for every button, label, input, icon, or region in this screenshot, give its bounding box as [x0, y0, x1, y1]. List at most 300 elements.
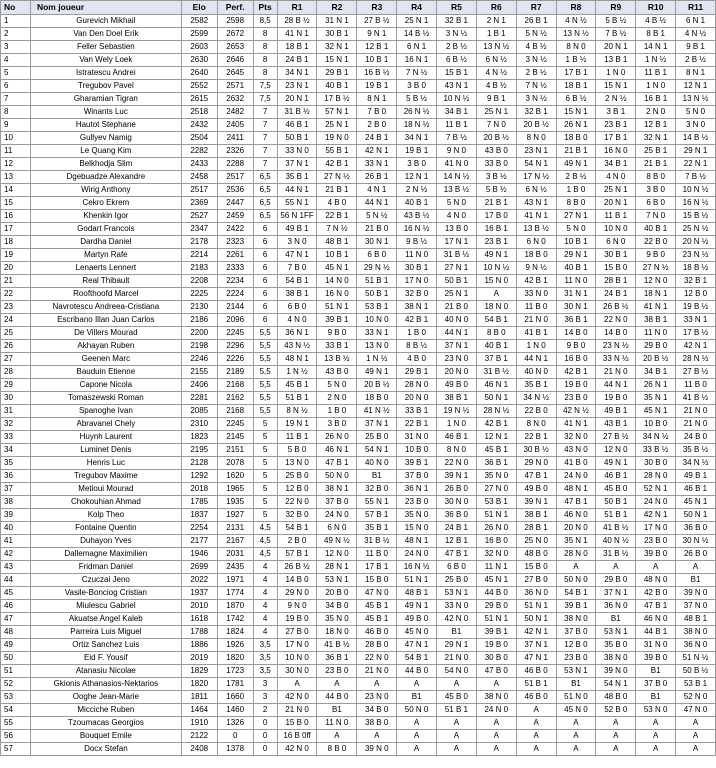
- cell-round-5: 36 B 0: [437, 509, 477, 522]
- cell-round-11: 12 N 1: [676, 80, 716, 93]
- cell-round-3: 20 B ½: [357, 379, 397, 392]
- cell-round-2: 9 B 0: [317, 327, 357, 340]
- cell-round-3: 4 N 1: [357, 184, 397, 197]
- cell-player-name: Spanoghe Ivan: [30, 405, 181, 418]
- table-row: [1, 626, 716, 639]
- cell-round-10: 33 B ½: [636, 444, 676, 457]
- cell-round-3: 55 N 1: [357, 496, 397, 509]
- cell-round-10: 53 N 0: [636, 704, 676, 717]
- cell-round-11: 47 N 0: [676, 704, 716, 717]
- cell-round-5: 9 N 0: [437, 145, 477, 158]
- cell-round-2: 12 N 0: [317, 548, 357, 561]
- cell-round-4: 18 N ½: [397, 119, 437, 132]
- cell-round-11: 8 N 1: [676, 67, 716, 80]
- table-row: [1, 600, 716, 613]
- cell-round-3: 11 B 0: [357, 548, 397, 561]
- cell-elo: 1837: [181, 509, 217, 522]
- cell-round-3: 10 N 0: [357, 314, 397, 327]
- cell-round-9: 51 B 1: [596, 509, 636, 522]
- cell-round-6: 54 B 1: [476, 314, 516, 327]
- table-row: [1, 743, 716, 756]
- cell-performance: 2536: [217, 184, 253, 197]
- cell-round-7: 47 N 1: [516, 652, 556, 665]
- cell-round-8: 5 N 0: [556, 223, 596, 236]
- cell-round-10: A: [636, 730, 676, 743]
- cell-round-2: 29 B 1: [317, 67, 357, 80]
- cell-round-11: 36 B 0: [676, 522, 716, 535]
- cell-points: 2: [253, 704, 277, 717]
- cell-player-name: Fontaine Quentin: [30, 522, 181, 535]
- cell-elo: 1829: [181, 665, 217, 678]
- cell-round-4: 45 N 0: [397, 626, 437, 639]
- cell-round-3: 51 B 1: [357, 275, 397, 288]
- cell-round-6: 20 B ½: [476, 132, 516, 145]
- cell-round-11: 14 B ½: [676, 132, 716, 145]
- cell-round-9: 53 N 1: [596, 626, 636, 639]
- cell-round-7: 44 N 1: [516, 353, 556, 366]
- cell-player-name: Tregubov Maxime: [30, 470, 181, 483]
- cell-round-5: 29 N 1: [437, 639, 477, 652]
- header-performance: Perf.: [217, 1, 253, 15]
- cell-elo: 2128: [181, 457, 217, 470]
- cell-round-3: 57 B 1: [357, 509, 397, 522]
- cell-points: 3,5: [253, 665, 277, 678]
- cell-round-7: 42 N 1: [516, 626, 556, 639]
- cell-round-4: 3 B 0: [397, 80, 437, 93]
- cell-performance: 1460: [217, 704, 253, 717]
- cell-no: 56: [1, 730, 31, 743]
- cell-round-5: 21 B 0: [437, 301, 477, 314]
- cell-round-7: 6 N 0: [516, 236, 556, 249]
- cell-round-9: 45 B 0: [596, 483, 636, 496]
- cell-player-name: Tzoumacas Georgios: [30, 717, 181, 730]
- cell-round-11: A: [676, 561, 716, 574]
- table-row: [1, 171, 716, 184]
- cell-round-11: 18 B ½: [676, 262, 716, 275]
- cell-player-name: Huynh Laurent: [30, 431, 181, 444]
- cell-round-2: 31 N 1: [317, 15, 357, 28]
- cell-points: 5,5: [253, 353, 277, 366]
- cell-round-5: 24 B 1: [437, 522, 477, 535]
- cell-points: 6,5: [253, 184, 277, 197]
- cell-round-1: 7 B 0: [277, 262, 317, 275]
- cell-round-5: 19 N ½: [437, 405, 477, 418]
- cell-no: 15: [1, 197, 31, 210]
- table-row: [1, 392, 716, 405]
- cell-player-name: Ooghe Jean-Marie: [30, 691, 181, 704]
- table-row: [1, 366, 716, 379]
- cell-round-2: 40 B 1: [317, 80, 357, 93]
- cell-round-10: 39 B 0: [636, 652, 676, 665]
- cell-player-name: Metioui Mourad: [30, 483, 181, 496]
- cell-player-name: Belkhodja Slim: [30, 158, 181, 171]
- cell-round-1: 51 B 1: [277, 392, 317, 405]
- cell-performance: 2078: [217, 457, 253, 470]
- cell-round-9: 50 B 1: [596, 496, 636, 509]
- cell-round-7: 36 N 0: [516, 587, 556, 600]
- cell-performance: 1820: [217, 652, 253, 665]
- cell-round-11: 26 B 0: [676, 548, 716, 561]
- cell-points: 4,5: [253, 548, 277, 561]
- cell-performance: 2632: [217, 93, 253, 106]
- cell-round-8: 29 N 1: [556, 249, 596, 262]
- cell-round-6: 4 B ½: [476, 80, 516, 93]
- cell-round-9: 5 B ½: [596, 15, 636, 28]
- cell-round-8: 4 N ½: [556, 15, 596, 28]
- cell-round-10: 2 N 0: [636, 106, 676, 119]
- cell-round-8: 2 B ½: [556, 171, 596, 184]
- cell-performance: 2162: [217, 392, 253, 405]
- cell-round-6: 25 N 1: [476, 106, 516, 119]
- cell-round-4: 32 B 0: [397, 288, 437, 301]
- cell-performance: 2226: [217, 353, 253, 366]
- cell-round-1: 9 N 0: [277, 600, 317, 613]
- cell-player-name: Kolp Theo: [30, 509, 181, 522]
- cell-elo: 2085: [181, 405, 217, 418]
- table-row: [1, 353, 716, 366]
- cell-round-10: 10 B 0: [636, 418, 676, 431]
- cell-elo: 2630: [181, 54, 217, 67]
- cell-elo: 1618: [181, 613, 217, 626]
- cell-round-11: 42 N 1: [676, 340, 716, 353]
- cell-points: 4: [253, 600, 277, 613]
- cell-performance: 2323: [217, 236, 253, 249]
- cell-round-5: 44 N 1: [437, 327, 477, 340]
- cell-points: 7,5: [253, 93, 277, 106]
- cell-round-6: 32 N 0: [476, 548, 516, 561]
- cell-round-7: 22 B 1: [516, 431, 556, 444]
- cell-round-3: 10 B 1: [357, 54, 397, 67]
- cell-round-1: 13 N 0: [277, 457, 317, 470]
- cell-performance: 2168: [217, 405, 253, 418]
- cell-round-5: 12 B 1: [437, 535, 477, 548]
- cell-player-name: Chokouhian Ahmad: [30, 496, 181, 509]
- header-player-name: Nom joueur: [30, 1, 181, 15]
- cell-no: 9: [1, 119, 31, 132]
- cell-round-3: B1: [357, 470, 397, 483]
- cell-no: 36: [1, 470, 31, 483]
- cell-round-1: 38 B 1: [277, 288, 317, 301]
- cell-round-1: 23 N 1: [277, 80, 317, 93]
- cell-round-1: 49 B 1: [277, 223, 317, 236]
- cell-round-2: 20 B 0: [317, 587, 357, 600]
- cell-round-4: A: [397, 743, 437, 756]
- cell-round-4: 12 N 1: [397, 171, 437, 184]
- cell-player-name: Gullyev Namig: [30, 132, 181, 145]
- cell-points: 0: [253, 743, 277, 756]
- cell-round-4: 16 N 1: [397, 54, 437, 67]
- cell-round-4: 37 B 0: [397, 470, 437, 483]
- cell-round-5: 40 N 0: [437, 314, 477, 327]
- cell-round-3: 44 N 1: [357, 197, 397, 210]
- cell-points: 5: [253, 457, 277, 470]
- cell-round-9: 7 B ½: [596, 28, 636, 41]
- cell-points: 5,5: [253, 392, 277, 405]
- cell-points: 7,5: [253, 80, 277, 93]
- cell-round-2: 13 B ½: [317, 353, 357, 366]
- cell-round-4: 15 N 0: [397, 522, 437, 535]
- cell-round-4: A: [397, 730, 437, 743]
- cell-points: 3: [253, 678, 277, 691]
- cell-round-7: 5 N ½: [516, 28, 556, 41]
- cell-elo: 2018: [181, 483, 217, 496]
- table-row: [1, 93, 716, 106]
- cell-round-2: 7 N ½: [317, 223, 357, 236]
- header-round-6: R6: [476, 1, 516, 15]
- cell-round-11: 46 B 1: [676, 483, 716, 496]
- cell-round-8: 15 N 1: [556, 106, 596, 119]
- cell-no: 13: [1, 171, 31, 184]
- cell-round-5: 3 N ½: [437, 28, 477, 41]
- cell-round-11: 49 B 1: [676, 470, 716, 483]
- cell-round-10: 48 N 0: [636, 574, 676, 587]
- cell-no: 52: [1, 678, 31, 691]
- cell-round-4: 23 B 0: [397, 496, 437, 509]
- table-row: [1, 119, 716, 132]
- cell-round-7: 1 N 0: [516, 340, 556, 353]
- cell-round-4: 19 B 1: [397, 145, 437, 158]
- cell-player-name: Capone Nicola: [30, 379, 181, 392]
- cell-elo: 1910: [181, 717, 217, 730]
- cell-player-name: Luminet Denis: [30, 444, 181, 457]
- cell-performance: 2096: [217, 314, 253, 327]
- cell-round-5: 37 N 1: [437, 340, 477, 353]
- cell-performance: 1326: [217, 717, 253, 730]
- cell-round-6: 42 B 1: [476, 418, 516, 431]
- cell-no: 45: [1, 587, 31, 600]
- cell-round-5: 47 B 1: [437, 548, 477, 561]
- cell-no: 53: [1, 691, 31, 704]
- cell-round-1: 54 B 1: [277, 275, 317, 288]
- cell-round-7: 32 B 1: [516, 106, 556, 119]
- cell-round-3: 33 N 1: [357, 158, 397, 171]
- cell-round-10: 8 B 0: [636, 171, 676, 184]
- cell-points: 7: [253, 145, 277, 158]
- cell-elo: 1464: [181, 704, 217, 717]
- cell-performance: 2145: [217, 431, 253, 444]
- cell-round-7: 29 N 0: [516, 457, 556, 470]
- table-row: [1, 262, 716, 275]
- cell-round-8: 37 B 0: [556, 626, 596, 639]
- cell-elo: 2177: [181, 535, 217, 548]
- cell-round-7: 39 N 1: [516, 496, 556, 509]
- cell-round-4: 47 N 1: [397, 639, 437, 652]
- cell-round-6: 27 N 0: [476, 483, 516, 496]
- cell-round-6: 11 N 1: [476, 561, 516, 574]
- cell-round-9: 40 N ½: [596, 535, 636, 548]
- cell-round-8: 18 B 0: [556, 132, 596, 145]
- cell-player-name: Vasile-Bonciog Cristian: [30, 587, 181, 600]
- header-round-2: R2: [317, 1, 357, 15]
- cell-round-8: 20 N 0: [556, 522, 596, 535]
- cell-round-7: 9 N ½: [516, 262, 556, 275]
- cell-round-1: 33 N 0: [277, 145, 317, 158]
- cell-round-8: 41 N 1: [556, 418, 596, 431]
- cell-round-8: A: [556, 717, 596, 730]
- cell-round-8: 23 B 0: [556, 392, 596, 405]
- cell-player-name: Navrotescu Andreea-Cristiana: [30, 301, 181, 314]
- cell-round-7: 27 B 0: [516, 574, 556, 587]
- cell-round-8: 30 N 1: [556, 301, 596, 314]
- cell-round-11: 28 N ½: [676, 353, 716, 366]
- cell-round-8: 18 B 1: [556, 80, 596, 93]
- cell-round-7: 3 N ½: [516, 54, 556, 67]
- cell-round-10: 21 B 1: [636, 158, 676, 171]
- cell-performance: 2482: [217, 106, 253, 119]
- cell-round-5: 26 B 0: [437, 483, 477, 496]
- cell-round-4: 49 N 1: [397, 600, 437, 613]
- cell-round-7: 49 B 0: [516, 483, 556, 496]
- cell-round-1: 6 B 0: [277, 301, 317, 314]
- table-row: [1, 678, 716, 691]
- cell-round-2: 34 B 0: [317, 600, 357, 613]
- cell-performance: 2459: [217, 210, 253, 223]
- cell-round-8: 19 B 0: [556, 379, 596, 392]
- cell-performance: 1824: [217, 626, 253, 639]
- cell-round-2: A: [317, 678, 357, 691]
- cell-round-2: 10 B 1: [317, 249, 357, 262]
- cell-round-3: 37 N 1: [357, 418, 397, 431]
- cell-round-7: 23 N 1: [516, 145, 556, 158]
- cell-round-2: 14 N 0: [317, 275, 357, 288]
- cell-round-11: 50 B ½: [676, 665, 716, 678]
- cell-no: 24: [1, 314, 31, 327]
- cell-no: 31: [1, 405, 31, 418]
- cell-round-9: 41 B ½: [596, 522, 636, 535]
- cell-player-name: Lenaerts Lennert: [30, 262, 181, 275]
- cell-round-9: 35 B 0: [596, 639, 636, 652]
- cell-round-5: 25 B 0: [437, 574, 477, 587]
- cell-round-9: 49 N 1: [596, 457, 636, 470]
- cell-round-7: 18 B 0: [516, 249, 556, 262]
- cell-points: 4: [253, 613, 277, 626]
- cell-round-2: B1: [317, 704, 357, 717]
- cell-round-11: B1: [676, 574, 716, 587]
- cell-round-6: 24 N 0: [476, 704, 516, 717]
- header-round-8: R8: [556, 1, 596, 15]
- cell-points: 5,5: [253, 379, 277, 392]
- cell-round-6: 38 N 0: [476, 691, 516, 704]
- cell-round-4: 17 N 0: [397, 275, 437, 288]
- cell-no: 46: [1, 600, 31, 613]
- cell-round-1: 54 B 1: [277, 522, 317, 535]
- cell-round-9: 24 B 1: [596, 288, 636, 301]
- cell-round-9: 21 N 0: [596, 366, 636, 379]
- cell-round-9: 17 B 1: [596, 132, 636, 145]
- cell-no: 11: [1, 145, 31, 158]
- cell-round-6: 35 N 0: [476, 470, 516, 483]
- cell-round-7: 48 B 0: [516, 548, 556, 561]
- cell-performance: 1971: [217, 574, 253, 587]
- cell-no: 50: [1, 652, 31, 665]
- cell-elo: 2310: [181, 418, 217, 431]
- cell-performance: 2031: [217, 548, 253, 561]
- cell-elo: 2406: [181, 379, 217, 392]
- cell-player-name: Akuatse Angel Kaleb: [30, 613, 181, 626]
- cell-round-6: 9 B 1: [476, 93, 516, 106]
- cell-round-7: 15 B 0: [516, 561, 556, 574]
- cell-round-11: 50 N 1: [676, 509, 716, 522]
- cell-round-1: 36 N 1: [277, 327, 317, 340]
- cell-round-2: 36 B 1: [317, 652, 357, 665]
- table-row: [1, 249, 716, 262]
- cell-round-9: A: [596, 717, 636, 730]
- cell-round-8: 46 N 0: [556, 509, 596, 522]
- table-row: [1, 327, 716, 340]
- cell-performance: 1935: [217, 496, 253, 509]
- cell-performance: 1926: [217, 639, 253, 652]
- cell-round-5: 49 B 0: [437, 379, 477, 392]
- cell-round-3: 25 B 0: [357, 431, 397, 444]
- cell-round-8: 12 B 0: [556, 639, 596, 652]
- cell-round-9: 11 B 1: [596, 210, 636, 223]
- cell-round-11: A: [676, 730, 716, 743]
- cell-round-7: 43 N 1: [516, 197, 556, 210]
- cell-round-1: 3 N 0: [277, 236, 317, 249]
- cell-round-10: B1: [636, 691, 676, 704]
- cell-round-7: A: [516, 717, 556, 730]
- cell-round-2: 17 B ½: [317, 93, 357, 106]
- cell-elo: 2281: [181, 392, 217, 405]
- cell-round-8: 53 N 1: [556, 665, 596, 678]
- cell-points: 7: [253, 106, 277, 119]
- cell-round-9: 37 N 1: [596, 587, 636, 600]
- cell-elo: 2186: [181, 314, 217, 327]
- cell-no: 6: [1, 80, 31, 93]
- cell-round-9: 30 B 1: [596, 249, 636, 262]
- cell-performance: 2653: [217, 41, 253, 54]
- cell-elo: 2517: [181, 184, 217, 197]
- cell-round-9: 46 B 1: [596, 470, 636, 483]
- table-row: [1, 340, 716, 353]
- cell-round-11: 12 B 0: [676, 288, 716, 301]
- cell-round-8: 38 N 0: [556, 613, 596, 626]
- cell-player-name: Micciche Ruben: [30, 704, 181, 717]
- cell-round-10: 28 N 0: [636, 470, 676, 483]
- cell-round-7: 2 B ½: [516, 67, 556, 80]
- cell-player-name: Le Quang Kim: [30, 145, 181, 158]
- cell-round-6: 30 B 0: [476, 652, 516, 665]
- cell-round-8: 42 B 1: [556, 366, 596, 379]
- cell-round-7: 22 B 0: [516, 405, 556, 418]
- cell-round-7: 37 N 1: [516, 639, 556, 652]
- cell-round-5: 15 B 1: [437, 67, 477, 80]
- cell-round-5: A: [437, 730, 477, 743]
- cell-round-10: 7 N 0: [636, 210, 676, 223]
- cell-round-3: 5 N ½: [357, 210, 397, 223]
- cell-performance: 2447: [217, 197, 253, 210]
- cell-round-1: 29 N 0: [277, 587, 317, 600]
- cell-no: 54: [1, 704, 31, 717]
- cell-round-2: 16 N 0: [317, 288, 357, 301]
- cell-round-4: 51 N 1: [397, 574, 437, 587]
- cell-performance: 2411: [217, 132, 253, 145]
- cell-round-3: 40 N 0: [357, 457, 397, 470]
- cell-elo: 1937: [181, 587, 217, 600]
- table-row: [1, 483, 716, 496]
- cell-round-2: 5 N 0: [317, 379, 357, 392]
- cell-round-7: 51 N 1: [516, 600, 556, 613]
- cell-no: 14: [1, 184, 31, 197]
- cell-elo: 1785: [181, 496, 217, 509]
- cell-no: 12: [1, 158, 31, 171]
- cell-round-2: 42 B 1: [317, 158, 357, 171]
- cell-round-4: 42 B 1: [397, 314, 437, 327]
- cell-elo: 1886: [181, 639, 217, 652]
- cell-round-10: 11 N 0: [636, 327, 676, 340]
- cell-player-name: Fridman Daniel: [30, 561, 181, 574]
- cell-round-1: 1 N ½: [277, 366, 317, 379]
